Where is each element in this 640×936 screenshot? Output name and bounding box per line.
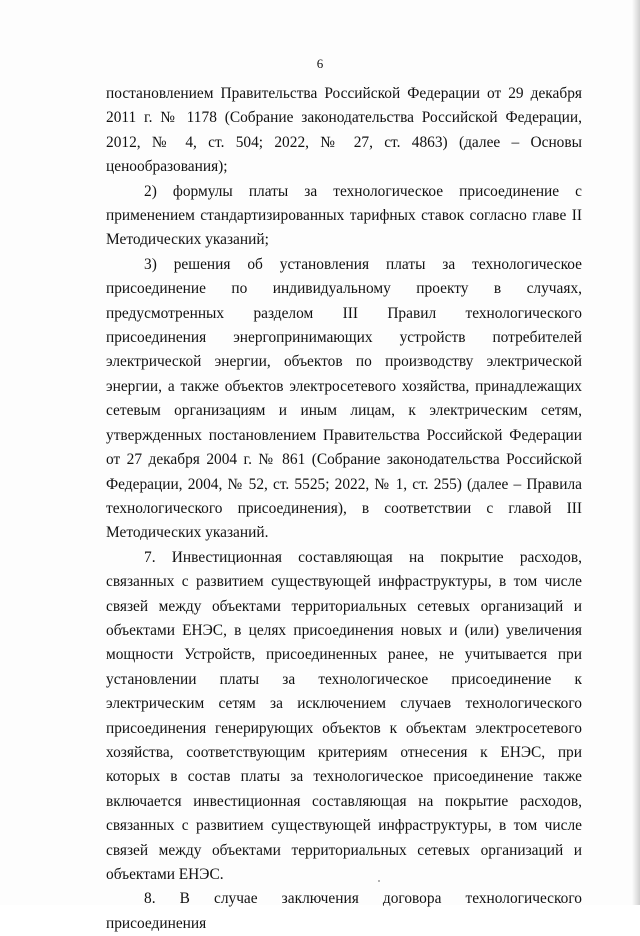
paragraph-item-3: 3) решения об установления платы за технологическое присоединение по индивидуальному проекту в случаях, предусмотренных разделом III Правил технологического присоединения энергопринимающих устройств потребителей электрической энергии, объектов по производству электрической энергии, а также объектов электросетевого хозяйства, принадлежащих сетевым организациям и иным лицам, к электрическим сетям, утвержденных постановлением Правительства Российской Федерации от 27 декабря 2004 г. № 861 (Собрание законодательства Российской Федерации, 2004, № 52, ст. 5525; 2022, № 1, ст. 255) (далее – Правила технологического присоединения), в соответствии с главой III Методических указаний. bbox=[106, 255, 582, 542]
paragraph-item-2: 2) формулы платы за технологическое присоединение с применением стандартизированных тарифных ставок согласно главе II Методических указаний; bbox=[106, 182, 582, 249]
paragraph-clause-8: 8. В случае заключения договора технологического присоединения bbox=[106, 890, 582, 932]
document-body bbox=[106, 82, 582, 936]
scan-speck bbox=[378, 880, 380, 882]
scan-edge-shadow bbox=[632, 0, 640, 905]
paragraph-continuation: постановлением Правительства Российской Федерации от 29 декабря 2011 г. № 1178 (Собрание законодательства Российской Федерации, 2012, № 4, ст. 504; 2022, № 27, ст. 4863) (далее – Основы ценообразования); bbox=[106, 85, 582, 176]
paragraph-clause-7: 7. Инвестиционная составляющая на покрытие расходов, связанных с развитием существующей инфраструктуры, в том числе связей между объектами территориальных сетевых организаций и объектами ЕНЭС, в целях присоединения новых и (или) увеличения мощности Устройств, присоединенных ранее, не учитывается при установлении платы за технологическое присоединение к электрическим сетям за исключением случаев технологического присоединения генерирующих объектов к объектам электросетевого хозяйства, соответствующим критериям отнесения к ЕНЭС, при которых в состав платы за технологическое присоединение также включается инвестиционная составляющая на покрытие расходов, связанных с развитием существующей инфраструктуры, в том числе связей между объектами территориальных сетевых организаций и объектами ЕНЭС. bbox=[106, 548, 582, 883]
page-number: 6 bbox=[316, 56, 324, 71]
